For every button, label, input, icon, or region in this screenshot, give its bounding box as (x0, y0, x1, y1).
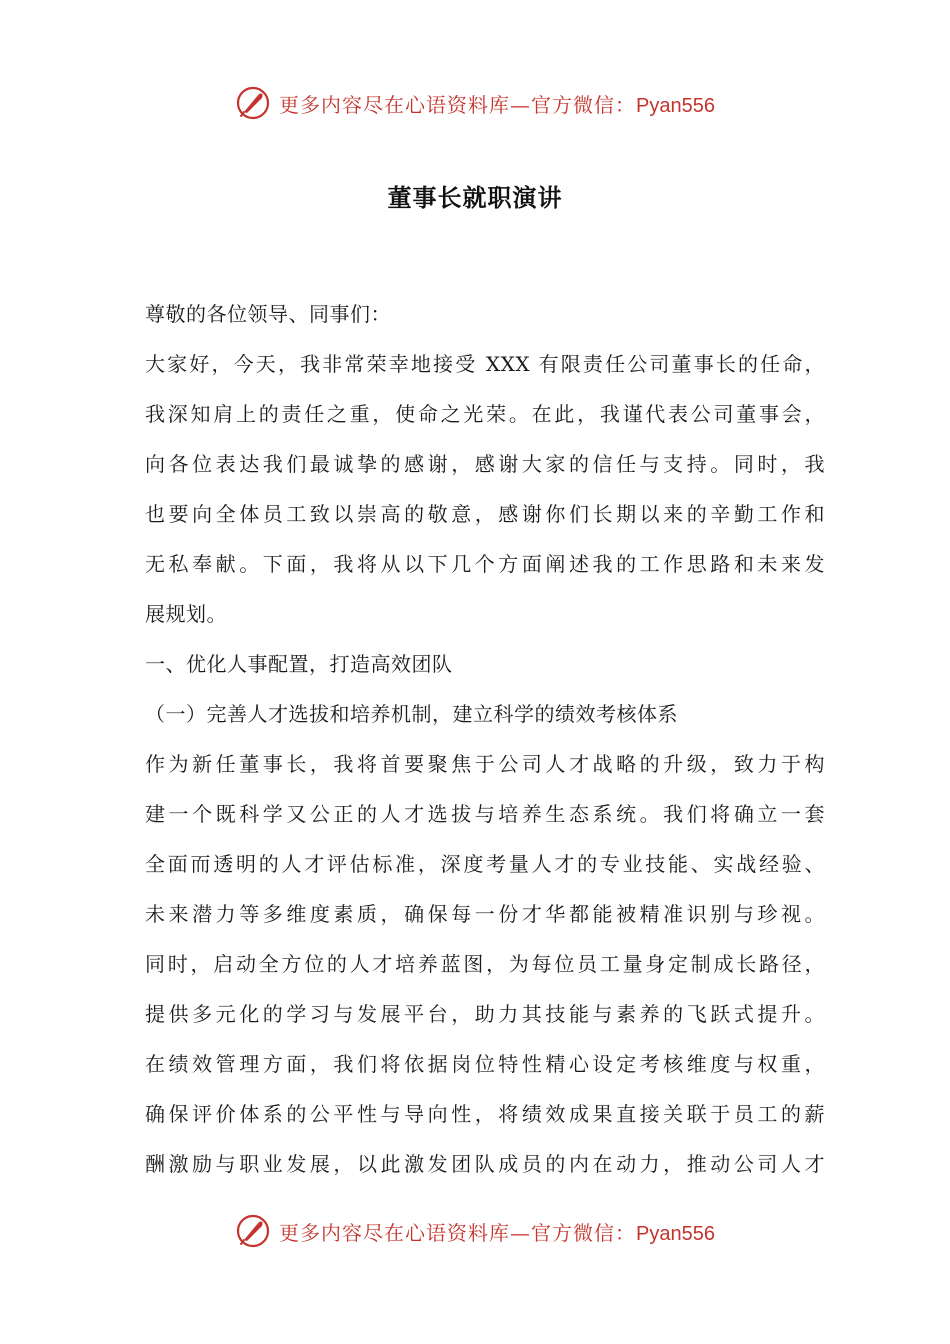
text-line: 建一个既科学又公正的人才选拔与培养生态系统。我们将确立一套 (145, 802, 825, 826)
text-line: 大家好，今天，我非常荣幸地接受 XXX 有限责任公司董事长的任命， (145, 352, 825, 376)
text-line: 尊敬的各位领导、同事们： (145, 302, 391, 326)
header-banner (0, 81, 950, 125)
text-line: 作为新任董事长，我将首要聚焦于公司人才战略的升级，致力于构 (145, 752, 825, 776)
text-line: 酬激励与职业发展，以此激发团队成员的内在动力，推动公司人才 (145, 1152, 825, 1176)
quill-logo-icon (235, 85, 271, 121)
wechat-handle: Pyan556 (636, 94, 715, 117)
text-line: 提供多元化的学习与发展平台，助力其技能与素养的飞跃式提升。 (145, 1002, 825, 1026)
page-title: 董事长就职演讲 (387, 184, 563, 212)
text-line: 也要向全体员工致以崇高的敬意，感谢你们长期以来的辛勤工作和 (145, 502, 825, 526)
text-line: 一、优化人事配置，打造高效团队 (145, 652, 453, 676)
speech-body (145, 296, 825, 1196)
text-line: 全面而透明的人才评估标准，深度考量人才的专业技能、实战经验、 (145, 852, 825, 876)
footer-banner (0, 1209, 950, 1253)
quill-logo-icon (235, 1213, 271, 1249)
text-line: 向各位表达我们最诚挚的感谢，感谢大家的信任与支持。同时，我 (145, 452, 825, 476)
wechat-handle: Pyan556 (636, 1222, 715, 1245)
text-line: 同时，启动全方位的人才培养蓝图，为每位员工量身定制成长路径， (145, 952, 825, 976)
banner-text: 更多内容尽在心语资料库—官方微信：Pyan556 (279, 92, 715, 117)
text-line: 无私奉献。下面，我将从以下几个方面阐述我的工作思路和未来发 (145, 552, 825, 576)
banner-text: 更多内容尽在心语资料库—官方微信：Pyan556 (279, 1220, 715, 1245)
text-line: （一）完善人才选拔和培养机制，建立科学的绩效考核体系 (145, 702, 678, 726)
text-line: 确保评价体系的公平性与导向性，将绩效成果直接关联于员工的薪 (145, 1102, 825, 1126)
text-line: 展规划。 (145, 602, 227, 626)
text-line: 未来潜力等多维度素质，确保每一份才华都能被精准识别与珍视。 (145, 902, 825, 926)
text-line: 我深知肩上的责任之重，使命之光荣。在此，我谨代表公司董事会， (145, 402, 825, 426)
text-line: 在绩效管理方面，我们将依据岗位特性精心设定考核维度与权重， (145, 1052, 825, 1076)
